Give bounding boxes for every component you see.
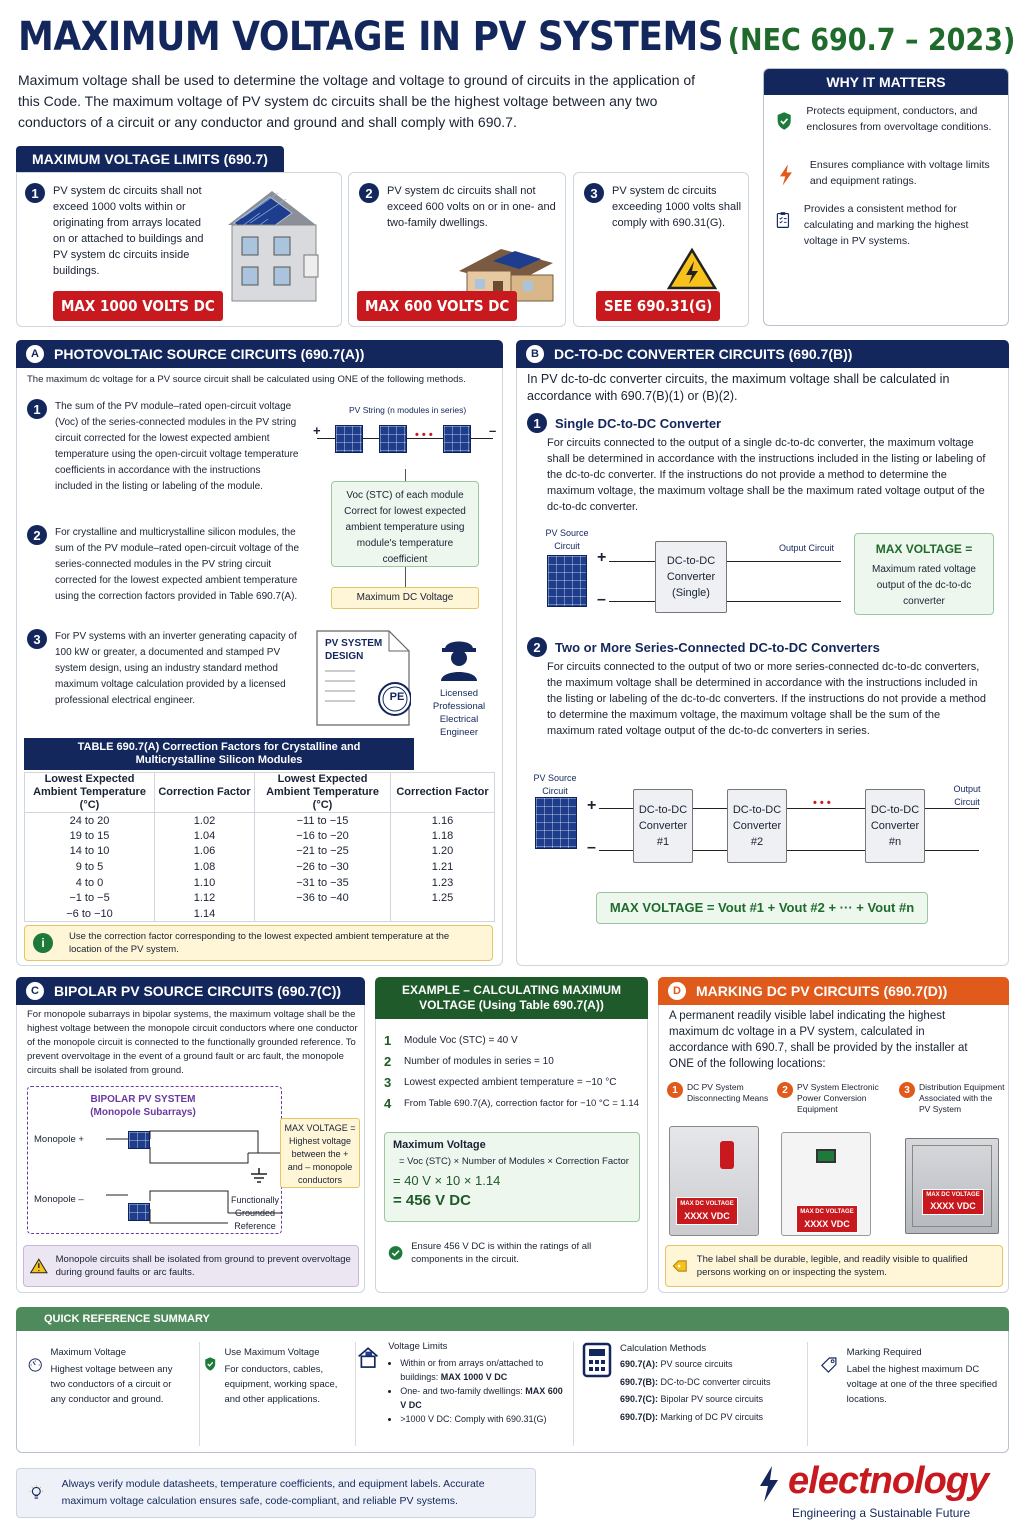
output-label: Output Circuit — [779, 543, 835, 553]
section-c-title: BIPOLAR PV SOURCE CIRCUITS (690.7(C)) — [54, 983, 342, 999]
quick-text: Highest voltage between any two conductors of a circuit or any conductor and ground. — [50, 1364, 173, 1405]
quick-item — [204, 1346, 354, 1407]
table-header: Lowest Expected Ambient Temperature (°C) — [25, 773, 155, 813]
table-cell — [391, 906, 495, 922]
bullet-text: One- and two-family dwellings: — [400, 1386, 526, 1396]
table-cell: 1.02 — [155, 813, 255, 829]
string-label: PV String (n modules in series) — [349, 405, 467, 415]
building-solar-icon — [212, 185, 338, 303]
table-row — [25, 844, 495, 860]
step-text: Module Voc (STC) = 40 V — [404, 1035, 518, 1046]
brand-name: electnology — [788, 1460, 989, 1502]
table-row — [25, 906, 495, 922]
label-val: XXXX VDC — [684, 1211, 730, 1221]
table-header: Correction Factor — [155, 773, 255, 813]
table-cell: 19 to 15 — [25, 828, 155, 844]
info-icon: i — [33, 933, 53, 953]
quick-item — [582, 1342, 802, 1426]
calc-line — [620, 1391, 771, 1409]
sub-title: Single DC-to-DC Converter — [555, 415, 722, 431]
bipolar-title: BIPOLAR PV SYSTEM (Monopole Subarrays) — [90, 1094, 196, 1118]
monopole-minus-label: Monopole – — [34, 1194, 84, 1205]
table-cell: 1.10 — [155, 875, 255, 891]
section-d-text: A permanent readily visible label indicating the highest maximum dc voltage in a PV system, calculated in accordance with 690.7, shall be provided by the installer at ONE of the following locations: — [669, 1010, 968, 1070]
tag-icon — [820, 1346, 839, 1384]
label-top: MAX DC VOLTAGE — [926, 1192, 980, 1198]
quick-item — [356, 1340, 566, 1426]
quick-text: Label the highest maximum DC voltage at one of the three specified locations. — [846, 1364, 998, 1405]
table-cell: 14 to 10 — [25, 844, 155, 860]
method-text: For crystalline and multicrystalline silicon modules, the sum of the PV module–rated open-circuit voltage of the series-connected modules in the PV string circuit corrected for the lowest expected ambient temperature using the correction factors provided in Table 690.7(A). — [55, 527, 300, 602]
voltage-label — [796, 1205, 858, 1233]
warning-icon — [30, 1254, 48, 1278]
example-steps — [384, 1030, 644, 1114]
minus-sign: – — [587, 839, 596, 856]
badge-1000: MAX 1000 VOLTS DC — [53, 291, 223, 321]
pv-source-label: PV Source Circuit — [533, 773, 577, 796]
loc-text: PV System Electronic Power Conversion Equipment — [797, 1082, 879, 1114]
bullet — [400, 1356, 566, 1384]
limit-num: 2 — [359, 183, 379, 203]
limit-num: 3 — [584, 183, 604, 203]
table-cell: −1 to −5 — [25, 890, 155, 906]
badge-600: MAX 600 VOLTS DC — [357, 291, 517, 321]
step-num: 4 — [384, 1096, 392, 1111]
table-cell — [255, 906, 391, 922]
sub-num: 2 — [527, 637, 547, 657]
shield-check-icon — [204, 1346, 216, 1382]
calc-title: Maximum Voltage — [393, 1139, 486, 1151]
shield-check-icon — [776, 103, 792, 139]
bipolar-max-box: MAX VOLTAGE = Highest voltage between the + and – monopole conductors — [280, 1118, 360, 1188]
table-cell: 1.23 — [391, 875, 495, 891]
loc-num: 3 — [899, 1082, 915, 1098]
calc-line-text: PV source circuits — [658, 1359, 733, 1369]
label-val: XXXX VDC — [930, 1201, 976, 1211]
table-cell: −26 to −30 — [255, 859, 391, 875]
why-item — [776, 157, 1002, 193]
pv-module — [547, 555, 587, 607]
section-c-header — [16, 977, 365, 1005]
plus-sign: + — [597, 549, 607, 566]
check-circle-icon — [388, 1243, 403, 1263]
section-a — [16, 340, 503, 966]
bullet-bold: MAX 600 V DC — [400, 1386, 563, 1410]
converter-1: DC-to-DC Converter #1 — [633, 789, 693, 863]
correction-table — [24, 772, 495, 922]
calc-line-text: Marking of DC PV circuits — [658, 1411, 764, 1422]
max-voltage-formula: MAX VOLTAGE = Vout #1 + Vout #2 + ··· + Vout #n — [596, 892, 928, 924]
table-cell: 1.16 — [391, 813, 495, 829]
lightbulb-icon — [29, 1478, 44, 1508]
example-check — [388, 1240, 632, 1266]
marking-note — [665, 1245, 1003, 1287]
section-b — [516, 340, 1009, 966]
why-text: Provides a consistent method for calculating and marking the highest voltage in PV systems. — [803, 203, 969, 247]
section-b-lead: In PV dc-to-dc converter circuits, the maximum voltage shall be calculated in accordance with 690.7(B)(1) or (B)(2). — [527, 372, 950, 403]
brand-bolt-icon — [756, 1464, 782, 1504]
table-note-text: Use the correction factor corresponding to the lowest expected ambient temperature at the location of the PV system. — [69, 931, 450, 955]
brand-tagline: Engineering a Sustainable Future — [792, 1506, 971, 1520]
why-header: WHY IT MATTERS — [764, 69, 1008, 95]
table-cell: 4 to 0 — [25, 875, 155, 891]
sub-text: For circuits connected to the output of a single dc-to-dc converter, the maximum voltage shall be determined in accordance with the instructions included in the listing or labeling of the dc-to-dc converter. If the instructions do not provide a method to determine the maximum voltage, the maximum voltage shall be the maximum rated voltage output of the dc-to-dc converter. — [547, 437, 986, 513]
method-num: 1 — [27, 399, 47, 419]
table-cell: 1.25 — [391, 890, 495, 906]
pv-source-label: PV Source Circuit — [545, 528, 589, 551]
dots: • • • — [415, 429, 433, 441]
table-cell: 1.21 — [391, 859, 495, 875]
table-cell: −11 to −15 — [255, 813, 391, 829]
why-card — [763, 68, 1009, 326]
limit-text: PV system dc circuits shall not exceed 600 volts on or in one- and two-family dwellings. — [387, 185, 556, 229]
table-header: Correction Factor — [391, 773, 495, 813]
section-letter: C — [26, 982, 44, 1000]
limit-card-2 — [348, 172, 566, 327]
step-text: Number of modules in series = 10 — [404, 1056, 554, 1067]
disconnect-equipment — [669, 1126, 759, 1236]
dots: • • • — [813, 797, 831, 809]
quick-title: Use Maximum Voltage — [224, 1347, 320, 1358]
calc-line-bold: 690.7(D): — [620, 1411, 659, 1422]
calc-result: = 456 V DC — [393, 1192, 471, 1209]
plus-sign: + — [587, 797, 597, 814]
calc-line-bold: 690.7(B): — [620, 1376, 659, 1387]
calc-line-bold: 690.7(C): — [620, 1394, 659, 1404]
step-num: 3 — [384, 1075, 392, 1090]
engineer-icon — [439, 633, 479, 681]
pv-module — [335, 425, 363, 453]
bullet-text: Within or from arrays on/attached to buildings: — [400, 1358, 544, 1382]
calc-box — [384, 1132, 640, 1222]
table-row — [25, 890, 495, 906]
section-letter: A — [26, 345, 44, 363]
converter-2: DC-to-DC Converter #2 — [727, 789, 787, 863]
max-voltage-title: MAX VOLTAGE = — [875, 542, 973, 556]
inverter-equipment — [781, 1132, 871, 1236]
gauge-icon — [28, 1346, 42, 1384]
table-cell: −6 to −10 — [25, 906, 155, 922]
output-label: Output Circuit — [953, 784, 981, 807]
limit-text: PV system dc circuits exceeding 1000 volts shall comply with 690.31(G). — [612, 185, 742, 229]
label-top: MAX DC VOLTAGE — [680, 1201, 734, 1207]
clipboard-icon — [776, 201, 790, 239]
section-letter: B — [526, 345, 544, 363]
table-cell: 1.20 — [391, 844, 495, 860]
section-a-title: PHOTOVOLTAIC SOURCE CIRCUITS (690.7(A)) — [54, 346, 365, 362]
table-cell: −21 to −25 — [255, 844, 391, 860]
table-row — [25, 875, 495, 891]
bullet — [400, 1412, 566, 1426]
section-c-text: For monopole subarrays in bipolar systems, the maximum voltage shall be the highest voltage between the monopole circuit conductors where one conductor of the monopole circuit is connected to the functionally grounded reference. To prevent overvoltage in the event of a ground fault or arc fault, the monopole circuits shall be isolated from ground. — [27, 1009, 358, 1076]
method-text: For PV systems with an inverter generating capacity of 100 kW or greater, a documented and stamped PV system design, using an industry standard method maximum voltage calculation provided by a licensed professional electrical engineer. — [55, 631, 297, 706]
table-row — [25, 813, 495, 829]
limit-num: 1 — [25, 183, 45, 203]
why-text: Ensures compliance with voltage limits and equipment ratings. — [809, 159, 990, 187]
converter-n: DC-to-DC Converter #n — [865, 789, 925, 863]
label-val: XXXX VDC — [804, 1219, 850, 1229]
pv-string-diagram — [313, 423, 497, 465]
doc-title: PV SYSTEM DESIGN — [325, 638, 383, 662]
calc-line-text: DC-to-DC converter circuits — [658, 1376, 771, 1387]
quick-header: QUICK REFERENCE SUMMARY — [16, 1307, 1009, 1331]
limits-bullets — [388, 1356, 566, 1426]
step-text: From Table 690.7(A), correction factor for −10 °C = 1.14 — [404, 1098, 639, 1109]
calc-line-bold: 690.7(A): — [620, 1359, 659, 1369]
pv-module — [379, 425, 407, 453]
bullet-text: >1000 V DC: Comply with 690.31(G) — [400, 1414, 547, 1424]
voc-box: Voc (STC) of each module Correct for lowest expected ambient temperature using module's temperature coefficient — [331, 481, 479, 567]
section-b-header — [516, 340, 1009, 368]
engineer-label: Licensed Professional Electrical Engineer — [432, 688, 486, 738]
table-header: Lowest Expected Ambient Temperature (°C) — [255, 773, 391, 813]
table-cell: 1.14 — [155, 906, 255, 922]
pv-module — [443, 425, 471, 453]
quick-text: For conductors, cables, equipment, working space, and other applications. — [224, 1364, 338, 1405]
table-cell: −31 to −35 — [255, 875, 391, 891]
calc-line — [620, 1409, 771, 1427]
plus-sign: + — [313, 423, 321, 438]
badge-69031: SEE 690.31(G) — [596, 291, 720, 321]
section-b-title: DC-TO-DC CONVERTER CIRCUITS (690.7(B)) — [554, 346, 853, 362]
why-item — [776, 201, 1002, 249]
method-num: 2 — [27, 525, 47, 545]
max-voltage-box-1 — [854, 533, 994, 615]
calc-lines — [620, 1356, 771, 1426]
quick-item — [28, 1346, 188, 1407]
calc-line-text: Bipolar PV source circuits — [658, 1394, 764, 1404]
limit-card-1 — [16, 172, 342, 327]
tag-icon — [672, 1255, 689, 1277]
why-item — [776, 103, 1002, 139]
section-d-title: MARKING DC PV CIRCUITS (690.7(D)) — [696, 983, 948, 999]
calculator-icon — [582, 1342, 612, 1378]
limit-text: PV system dc circuits shall not exceed 1000 volts within or originating from arrays located on or attached to buildings and PV system dc circuits inside buildings. — [53, 185, 204, 277]
bullet-bold: MAX 1000 V DC — [440, 1372, 508, 1382]
loc-num: 2 — [777, 1082, 793, 1098]
marking-note-text: The label shall be durable, legible, and readily visible to qualified persons working on or inspecting the system. — [696, 1254, 968, 1278]
max-voltage-text: Maximum rated voltage output of the dc-to-dc converter — [872, 564, 976, 607]
calc-line — [620, 1356, 771, 1374]
table-row — [25, 859, 495, 875]
limit-card-3 — [573, 172, 749, 327]
intro-text: Maximum voltage shall be used to determine the voltage and voltage to ground of circuits in the application of this Code. The maximum voltage of PV system dc circuits shall be the highest voltage between any two conductors of a circuit or any conductor and ground and shall comply with 690.7. — [18, 72, 696, 130]
monopole-plus-label: Monopole + — [34, 1134, 84, 1145]
quick-title: Voltage Limits — [388, 1341, 448, 1352]
house-solar-icon — [356, 1340, 380, 1374]
loc-text: DC PV System Disconnecting Means — [687, 1082, 769, 1103]
check-text: Ensure 456 V DC is within the ratings of all components in the circuit. — [411, 1241, 592, 1265]
warning-icon — [666, 247, 718, 291]
table-cell: 1.06 — [155, 844, 255, 860]
sub-title: Two or More Series-Connected DC-to-DC Converters — [555, 639, 880, 655]
loc-text: Distribution Equipment Associated with the PV System — [919, 1082, 1005, 1114]
bipolar-warning — [23, 1245, 359, 1287]
loc-num: 1 — [667, 1082, 683, 1098]
table-cell: 1.08 — [155, 859, 255, 875]
quick-title: Marking Required — [846, 1347, 922, 1358]
section-d — [658, 977, 1009, 1293]
sub-text: For circuits connected to the output of two or more series-connected dc-to-dc converters, the maximum voltage shall be determined in accordance with the instructions included in the listing or labeling of the dc-to-dc converters. If the instructions do not provide a method to determine the maximum voltage, the maximum voltage shall be the sum of the maximum rated voltage output of the dc-to-dc converters in series. — [547, 661, 987, 737]
table-cell: 1.04 — [155, 828, 255, 844]
why-text: Protects equipment, conductors, and enclosures from overvoltage conditions. — [806, 105, 992, 133]
calc-formula: = Voc (STC) × Number of Modules × Correction Factor — [399, 1156, 629, 1167]
minus-sign: – — [489, 423, 497, 438]
example-card — [375, 977, 648, 1293]
example-header: EXAMPLE – CALCULATING MAXIMUM VOLTAGE (Using Table 690.7(A)) — [375, 977, 648, 1019]
table-cell: 9 to 5 — [25, 859, 155, 875]
table-title: TABLE 690.7(A) Correction Factors for Crystalline and Multicrystalline Silicon Modules — [24, 738, 414, 770]
section-a-header — [16, 340, 503, 368]
title-sub: (NEC 690.7 – 2023) — [727, 23, 1016, 58]
step-num: 1 — [384, 1033, 392, 1048]
section-d-header — [658, 977, 1009, 1005]
voltage-label — [922, 1189, 984, 1215]
section-c — [16, 977, 365, 1293]
table-cell: −36 to −40 — [255, 890, 391, 906]
limits-header: MAXIMUM VOLTAGE LIMITS (690.7) — [16, 146, 284, 172]
quick-title: Maximum Voltage — [50, 1347, 126, 1358]
ground-label: Functionally Grounded Reference — [230, 1195, 280, 1231]
label-top: MAX DC VOLTAGE — [800, 1209, 854, 1215]
sub-num: 1 — [527, 413, 547, 433]
step-num: 2 — [384, 1054, 392, 1069]
ground-icon — [249, 1168, 269, 1186]
pv-module — [535, 797, 577, 849]
table-cell: 1.18 — [391, 828, 495, 844]
title-main: MAXIMUM VOLTAGE IN PV SYSTEMS — [18, 14, 724, 60]
quick-title: Calculation Methods — [620, 1343, 707, 1354]
step-text: Lowest expected ambient temperature = −10 °C — [404, 1077, 617, 1088]
bullet — [400, 1384, 566, 1412]
method-text: The sum of the PV module–rated open-circuit voltage (Voc) of the series-connected modules in the PV string circuit corrected for the lowest expected ambient temperature using the open-circuit voltage temperature coefficients in accordance with the instructions included in the listing or labeling of the module. — [55, 401, 299, 492]
max-dc-box: Maximum DC Voltage — [331, 587, 479, 609]
pe-stamp: PE — [389, 691, 405, 703]
table-cell: 24 to 20 — [25, 813, 155, 829]
table-note — [24, 925, 493, 961]
minus-sign: – — [597, 591, 606, 608]
calc-line — [620, 1374, 771, 1392]
calc-values: = 40 V × 10 × 1.14 — [393, 1173, 501, 1188]
voltage-label — [676, 1197, 738, 1225]
page-title — [18, 14, 1015, 60]
footer-note — [16, 1468, 536, 1518]
warning-text: Monopole circuits shall be isolated from ground to prevent overvoltage during ground faults or arc faults. — [55, 1254, 351, 1278]
converter-single: DC-to-DC Converter (Single) — [655, 541, 727, 613]
section-a-lead: The maximum dc voltage for a PV source circuit shall be calculated using ONE of the following methods. — [27, 374, 466, 385]
section-letter: D — [668, 982, 686, 1000]
table-cell: 1.12 — [155, 890, 255, 906]
method-num: 3 — [27, 629, 47, 649]
footer-note-text: Always verify module datasheets, temperature coefficients, and equipment labels. Accurate maximum voltage calculation ensures safe, code-compliant, and reliable PV systems. — [61, 1478, 485, 1507]
quick-item — [820, 1346, 1000, 1407]
distribution-equipment — [905, 1138, 999, 1234]
table-cell: −16 to −20 — [255, 828, 391, 844]
lightning-icon — [776, 157, 796, 193]
table-row — [25, 828, 495, 844]
